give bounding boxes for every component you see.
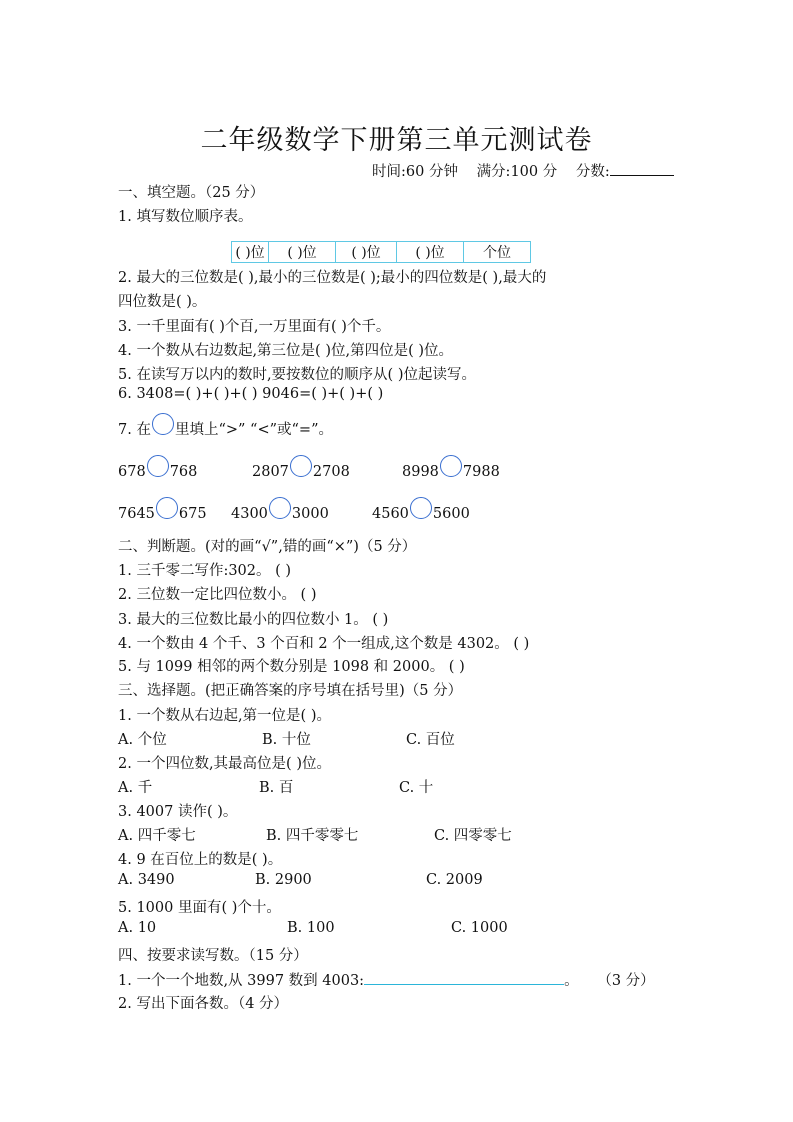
compare-circle[interactable]: [156, 497, 178, 519]
question-1-5: 5. 在读写万以内的数时,要按数位的顺序从( )位起读写。: [118, 367, 476, 383]
choice-question: 2. 一个四位数,其最高位是( )位。: [118, 756, 331, 772]
compare-left: 4300: [231, 506, 268, 522]
option[interactable]: C. 2009: [426, 872, 483, 888]
section2-heading: 二、判断题。(对的画“√”,错的画“×”)（5 分）: [118, 539, 417, 555]
place-cell[interactable]: ( )位: [397, 242, 464, 263]
compare-left: 7645: [118, 506, 155, 522]
compare-left: 4560: [372, 506, 409, 522]
compare-item: [231, 503, 329, 525]
judge-item: 3. 最大的三位数比最小的四位数小 1。 ( ): [118, 612, 389, 628]
compare-item: [252, 461, 350, 483]
question-1-3: 3. 一千里面有( )个百,一万里面有( )个千。: [118, 319, 391, 335]
option[interactable]: B. 2900: [255, 872, 312, 888]
compare-left: 8998: [402, 464, 439, 480]
choice-question: 1. 一个数从右边起,第一位是( )。: [118, 708, 331, 724]
option[interactable]: A. 四千零七: [118, 828, 196, 844]
compare-circle[interactable]: [440, 455, 462, 477]
option[interactable]: A. 10: [118, 920, 157, 936]
option[interactable]: B. 十位: [262, 732, 311, 748]
question-4-1: [118, 968, 655, 990]
q4-1-end: 。: [564, 973, 579, 989]
count-answer-blank[interactable]: [364, 968, 564, 985]
judge-item: 1. 三千零二写作:302。 ( ): [118, 563, 292, 579]
section4-heading: 四、按要求读写数。（15 分）: [118, 948, 308, 964]
compare-item: [118, 461, 197, 483]
q7-prefix: 7. 在: [118, 422, 151, 438]
option[interactable]: A. 千: [118, 780, 153, 796]
compare-item: [402, 461, 500, 483]
choice-question: 4. 9 在百位上的数是( )。: [118, 852, 283, 868]
time-limit: 时间:60 分钟: [372, 164, 458, 180]
option[interactable]: B. 100: [287, 920, 335, 936]
judge-item: 2. 三位数一定比四位数小。 ( ): [118, 587, 317, 603]
judge-item: 4. 一个数由 4 个千、3 个百和 2 个一组成,这个数是 4302。 ( ): [118, 636, 530, 652]
question-1-2b: 四位数是( )。: [118, 294, 207, 310]
judge-item: 5. 与 1099 相邻的两个数分别是 1098 和 2000。 ( ): [118, 659, 465, 675]
option[interactable]: A. 3490: [118, 872, 175, 888]
question-4-2: 2. 写出下面各数。（4 分）: [118, 996, 289, 1012]
question-1-2a: 2. 最大的三位数是( ),最小的三位数是( );最小的四位数是( ),最大的: [118, 270, 547, 286]
question-1-1: 1. 填写数位顺序表。: [118, 209, 253, 225]
compare-circle[interactable]: [269, 497, 291, 519]
q4-1-text: 1. 一个一个地数,从 3997 数到 4003:: [118, 973, 365, 989]
compare-item: [372, 503, 470, 525]
question-1-7: [118, 418, 333, 441]
place-cell[interactable]: ( )位: [232, 242, 269, 263]
page-title: 二年级数学下册第三单元测试卷: [200, 125, 593, 156]
option[interactable]: C. 1000: [451, 920, 508, 936]
full-score: 满分:100 分: [476, 164, 558, 180]
compare-right: 768: [169, 464, 198, 480]
section1-heading: 一、填空题。（25 分）: [118, 185, 265, 201]
choice-question: 3. 4007 读作( )。: [118, 804, 238, 820]
q4-1-score: （3 分）: [604, 973, 655, 989]
option[interactable]: C. 十: [399, 780, 434, 796]
compare-left: 678: [118, 464, 146, 480]
circle-icon: [152, 413, 174, 435]
compare-right: 3000: [291, 506, 329, 522]
section3-heading: 三、选择题。(把正确答案的序号填在括号里)（5 分）: [118, 683, 463, 699]
compare-circle[interactable]: [410, 497, 432, 519]
compare-circle[interactable]: [290, 455, 312, 477]
option[interactable]: C. 百位: [406, 732, 455, 748]
place-cell: 个位: [464, 242, 531, 263]
place-cell[interactable]: ( )位: [336, 242, 397, 263]
option[interactable]: B. 四千零零七: [266, 828, 359, 844]
compare-circle[interactable]: [147, 455, 169, 477]
compare-right: 7988: [462, 464, 500, 480]
compare-item: [118, 503, 207, 525]
option[interactable]: A. 个位: [118, 732, 167, 748]
score-label: 分数:: [575, 164, 610, 180]
exam-meta: [372, 160, 674, 181]
place-value-table: [231, 241, 531, 263]
q7-suffix: 里填上“>” “<”或“=”。: [174, 422, 333, 438]
compare-right: 2708: [312, 464, 350, 480]
compare-left: 2807: [252, 464, 289, 480]
option[interactable]: B. 百: [259, 780, 294, 796]
score-blank[interactable]: [610, 175, 674, 176]
compare-right: 5600: [432, 506, 470, 522]
question-1-6: 6. 3408=( )+( )+( ) 9046=( )+( )+( ): [118, 386, 384, 402]
choice-question: 5. 1000 里面有( )个十。: [118, 900, 281, 916]
place-cell[interactable]: ( )位: [269, 242, 336, 263]
compare-right: 675: [178, 506, 207, 522]
question-1-4: 4. 一个数从右边数起,第三位是( )位,第四位是( )位。: [118, 343, 454, 359]
option[interactable]: C. 四零零七: [434, 828, 512, 844]
